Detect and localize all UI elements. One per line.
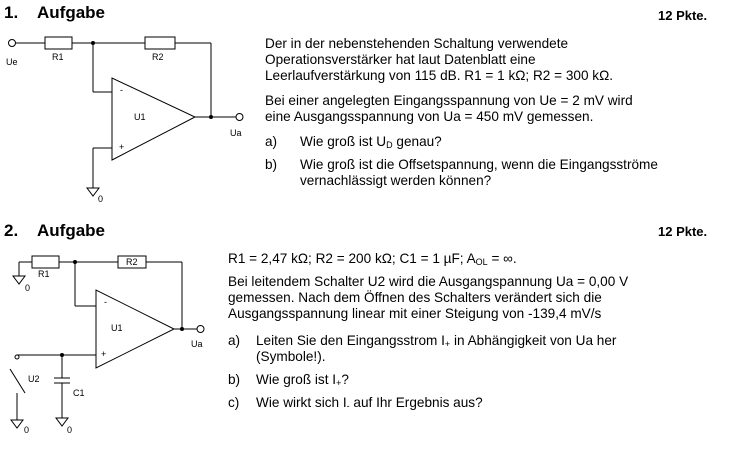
task1-gnd-label: 0 <box>98 194 104 204</box>
task1-u1-label: U1 <box>134 112 146 122</box>
task2-u2-label: U2 <box>28 374 40 384</box>
task2-para-line2: gemessen. Nach dem Öffnen des Schalters verändert sich die <box>228 290 602 305</box>
task2-switch-u2 <box>10 369 25 393</box>
task2-output-terminal <box>197 326 204 333</box>
task1-r1-resistor <box>45 37 72 49</box>
task1-ua-label: Ua <box>230 128 242 138</box>
task2-opamp <box>96 290 174 368</box>
task1-qa-label: a) <box>265 134 278 149</box>
task1-qa-text: Wie groß ist $U_D$ genau? <box>300 134 442 150</box>
task2-qa-line2: (Symbole!). <box>256 349 326 364</box>
task1-para1-line2: Operationsverstärker hat laut Datenblatt eine <box>265 52 536 67</box>
task1-ue-label: Ue <box>6 57 18 67</box>
task2-values-line: R1 = 2,47 kΩ; R2 = 200 kΩ; C1 = 1 µF; $A_{OL}$ = ∞. <box>228 251 517 267</box>
task2-qc-text: Wie wirkt sich $I_-$ auf Ihr Ergebnis aus? <box>256 395 483 411</box>
task1-qb-line2: vernachlässigt werden können? <box>300 173 492 188</box>
task1-para2-line2: eine Ausgangsspannung von Ua = 450 mV gemessen. <box>265 109 594 124</box>
task2-switch-ground <box>11 420 23 428</box>
task2-qa-line1: Leiten Sie den Eingangsstrom $I_+$ in Abhängigkeit von Ua her <box>256 333 617 349</box>
task1-r2-resistor <box>145 37 175 49</box>
task2-number: 2. <box>4 221 19 240</box>
task2-para-line1: Bei leitendem Schalter U2 wird die Ausgangspannung Ua = 0,00 V <box>228 274 629 289</box>
task2-qc-label: c) <box>228 395 240 410</box>
task1-input-terminal <box>9 40 16 47</box>
task1-para1-line3: Leerlaufverstärkung von 115 dB. R1 = 1 kΩ; R2 = 300 kΩ. <box>265 68 614 83</box>
task1-para1-line1: Der in der nebenstehenden Schaltung verwendete <box>265 36 569 51</box>
task1-minus-label: - <box>120 85 123 95</box>
task2-u1-label: U1 <box>111 323 123 333</box>
task2-c1-label: C1 <box>73 388 85 398</box>
task1-r1-label: R1 <box>52 52 64 62</box>
task2-minus-label: - <box>104 297 107 307</box>
task2-c1-gnd-label: 0 <box>67 425 73 435</box>
task1-qb-label: b) <box>265 157 278 172</box>
task1-points: 12 Pkte. <box>658 8 708 23</box>
task2-r1-ground <box>13 276 25 284</box>
task1-number: 1. <box>4 3 19 22</box>
task2-qb-label: b) <box>228 372 241 387</box>
task2-r1-resistor <box>32 256 59 268</box>
task1-para2-line1: Bei einer angelegten Eingangsspannung von Ue = 2 mV wird <box>265 93 633 108</box>
task2-r2-label: R2 <box>126 257 138 267</box>
task1-r2-label: R2 <box>152 52 164 62</box>
task2-switch-contact <box>15 355 19 359</box>
task1-opamp <box>112 78 195 160</box>
task2-para-line3: Ausgangsspannung linear mit einer Steigung von -139,4 mV/s <box>228 306 602 321</box>
task2-title: Aufgabe <box>37 221 105 240</box>
task2-points: 12 Pkte. <box>658 224 708 239</box>
task2-ua-label: Ua <box>191 339 203 349</box>
task2-qa-label: a) <box>228 333 241 348</box>
task1-qb-line1: Wie groß ist die Offsetspannung, wenn die Eingangsströme <box>300 157 658 172</box>
task2-switch-gnd-label: 0 <box>24 425 30 435</box>
task1-title: Aufgabe <box>37 3 105 22</box>
task2-qb-text: Wie groß ist $I_+$? <box>256 372 349 388</box>
task2-r1-gnd-label: 0 <box>25 283 31 293</box>
task1-plus-label: + <box>119 142 125 152</box>
task1-output-terminal <box>236 114 243 121</box>
task2-plus-label: + <box>101 349 107 359</box>
task2-r1-label: R1 <box>38 269 50 279</box>
